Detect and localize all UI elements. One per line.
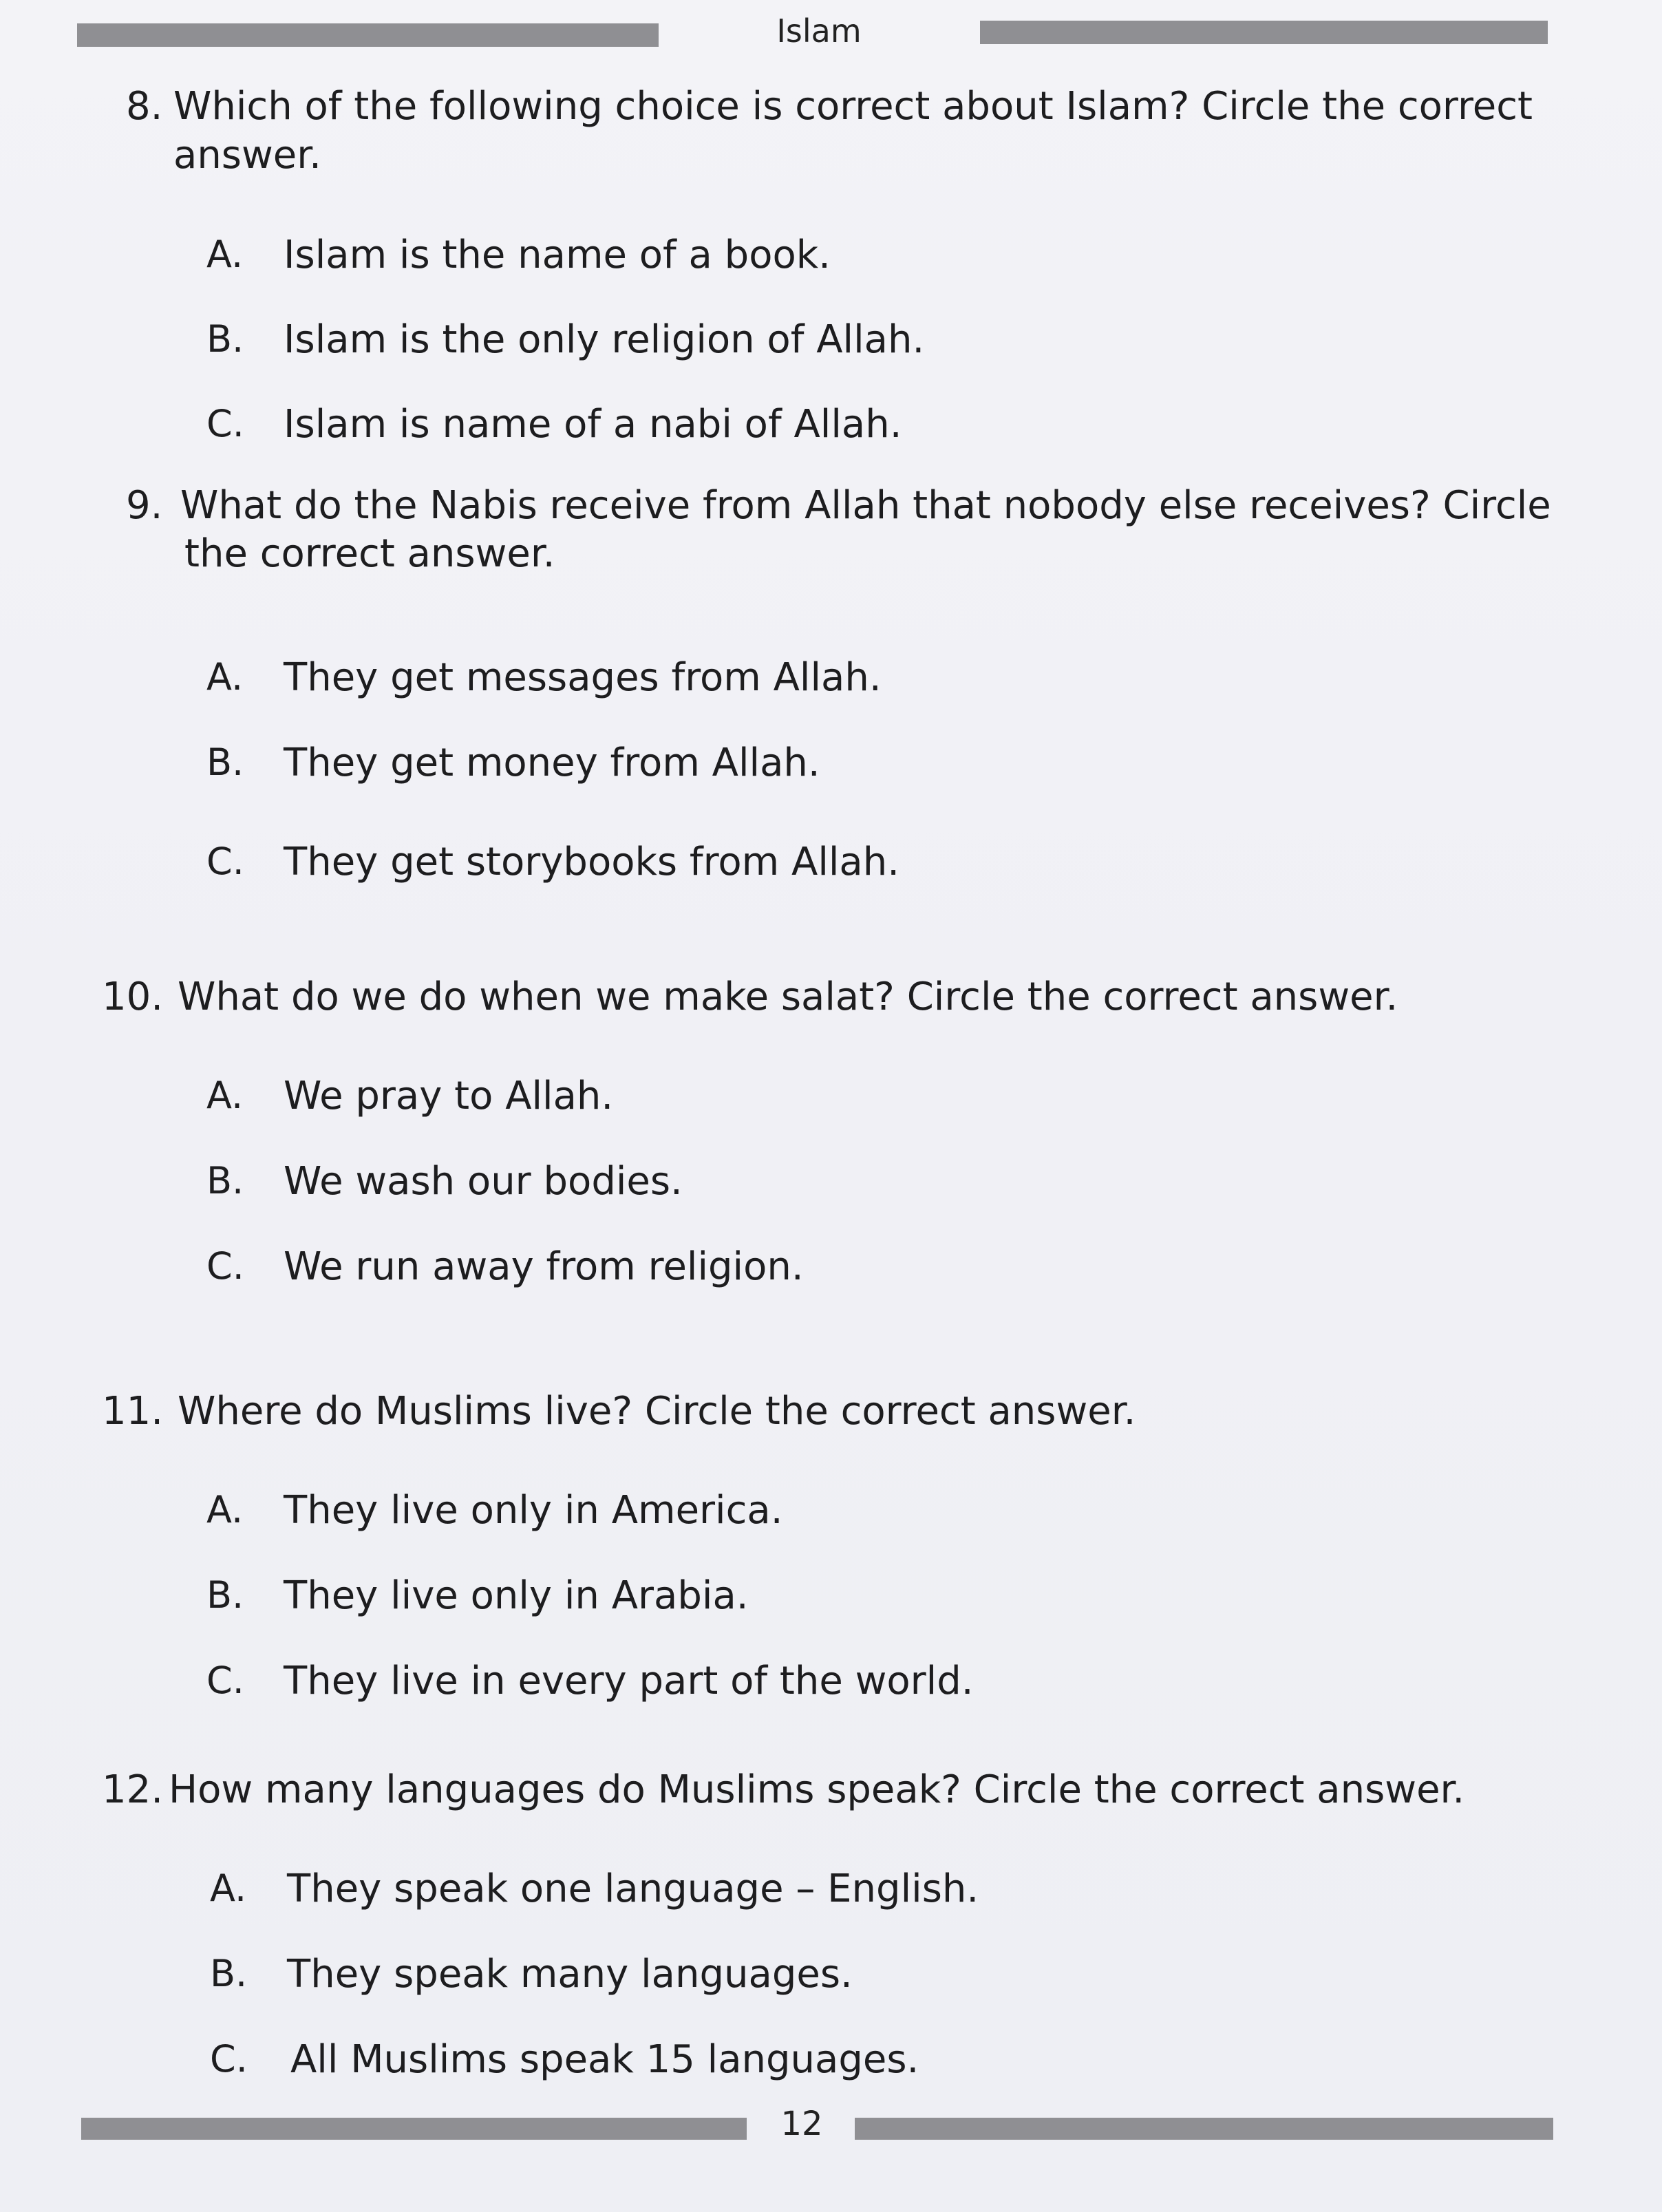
option-a-letter: A. — [206, 1074, 244, 1117]
option-a-text[interactable]: We pray to Allah. — [284, 1074, 614, 1118]
question-text-line-1: How many languages do Muslims speak? Circle the correct answer. — [169, 1767, 1465, 1812]
option-a-letter: A. — [206, 233, 244, 276]
option-c-letter: C. — [206, 1244, 244, 1288]
option-b-letter: B. — [206, 1159, 244, 1202]
option-a-text[interactable]: They get messages from Allah. — [284, 655, 882, 700]
option-b-letter: B. — [206, 317, 244, 361]
option-c-letter: C. — [210, 2037, 248, 2081]
option-c-text[interactable]: They get storybooks from Allah. — [284, 840, 900, 884]
option-c-text[interactable]: Islam is name of a nabi of Allah. — [284, 402, 902, 447]
page-number: 12 — [780, 2105, 823, 2143]
question-number: 8. — [126, 84, 163, 129]
header-bar-right — [980, 21, 1548, 44]
question-text-line-1: Which of the following choice is correct about Islam? Circle the correct — [173, 84, 1533, 129]
question-number: 11. — [102, 1389, 164, 1434]
option-b-letter: B. — [206, 1573, 244, 1617]
option-c-text[interactable]: They live in every part of the world. — [284, 1659, 974, 1703]
option-a-text[interactable]: They live only in America. — [284, 1488, 783, 1533]
question-text-line-1: Where do Muslims live? Circle the correct answer. — [178, 1389, 1136, 1434]
page-title: Islam — [776, 12, 862, 50]
question-text-line-1: What do we do when we make salat? Circle the correct answer. — [178, 975, 1398, 1019]
option-a-letter: A. — [210, 1867, 247, 1910]
option-c-letter: C. — [206, 840, 244, 883]
option-c-letter: C. — [206, 1659, 244, 1702]
question-number: 12. — [102, 1767, 164, 1812]
option-b-text[interactable]: We wash our bodies. — [284, 1159, 683, 1204]
option-a-text[interactable]: They speak one language – English. — [287, 1867, 979, 1911]
option-b-text[interactable]: Islam is the only religion of Allah. — [284, 317, 925, 362]
question-number: 10. — [102, 975, 164, 1019]
option-b-letter: B. — [210, 1952, 248, 1995]
option-c-text[interactable]: All Muslims speak 15 languages. — [290, 2037, 919, 2082]
option-c-letter: C. — [206, 402, 244, 445]
question-text-line-1: What do the Nabis receive from Allah that nobody else receives? Circle — [180, 483, 1551, 528]
option-c-text[interactable]: We run away from religion. — [284, 1244, 804, 1289]
question-text-line-2: answer. — [173, 133, 321, 178]
option-b-text[interactable]: They speak many languages. — [287, 1952, 853, 1997]
footer-bar-right — [855, 2118, 1553, 2140]
option-b-letter: B. — [206, 741, 244, 784]
option-b-text[interactable]: They live only in Arabia. — [284, 1573, 749, 1618]
question-number: 9. — [126, 483, 163, 528]
footer-bar-left — [81, 2118, 747, 2140]
header-bar-left — [77, 23, 659, 47]
option-a-text[interactable]: Islam is the name of a book. — [284, 233, 831, 277]
question-text-line-2: the correct answer. — [184, 531, 555, 576]
option-a-letter: A. — [206, 655, 244, 699]
option-a-letter: A. — [206, 1488, 244, 1531]
option-b-text[interactable]: They get money from Allah. — [284, 741, 820, 785]
